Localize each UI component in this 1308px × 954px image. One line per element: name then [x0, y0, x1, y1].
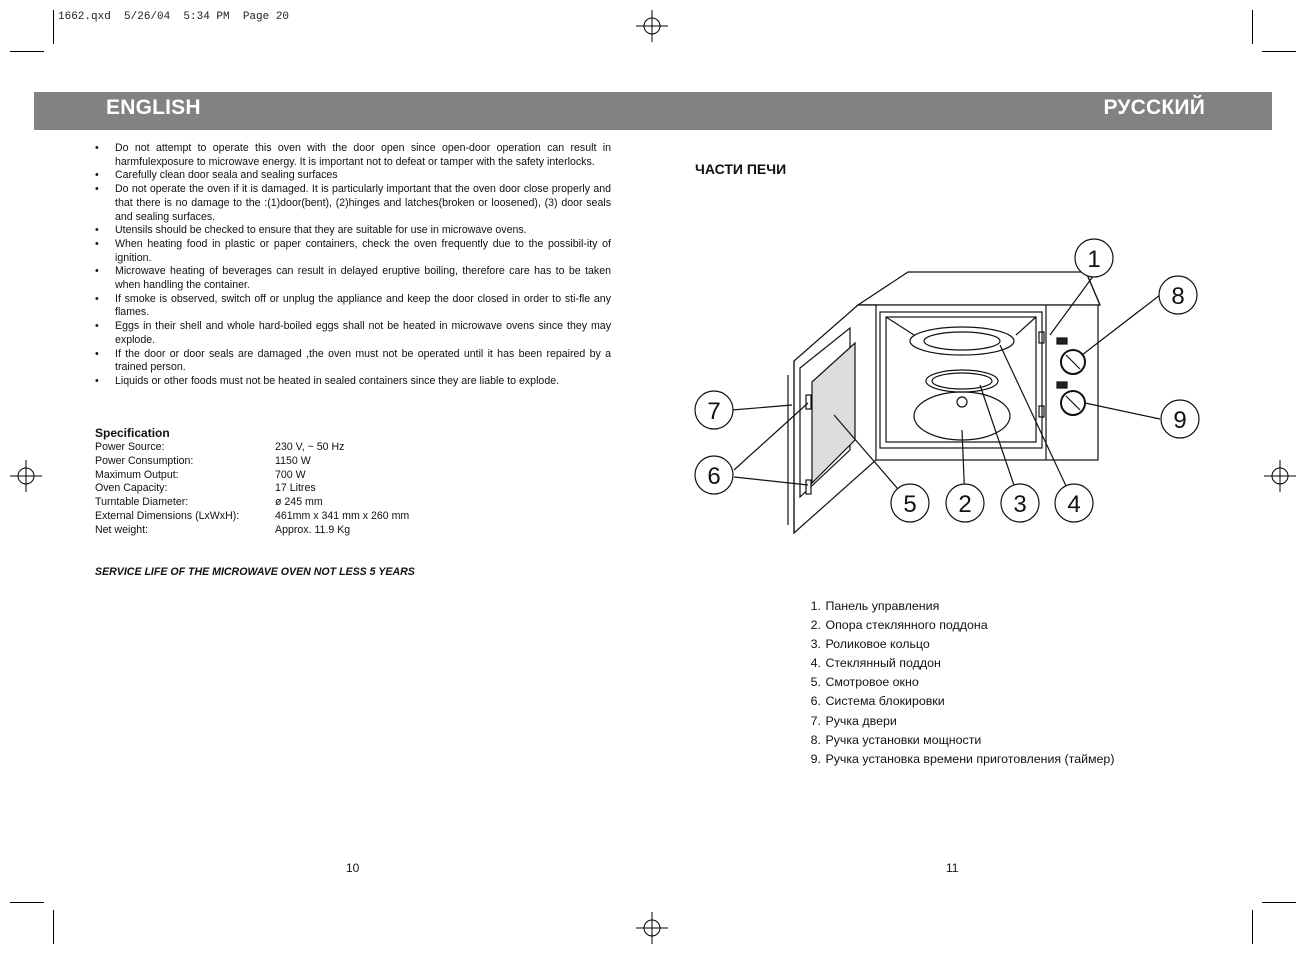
oven-top-panel — [858, 272, 1100, 305]
list-item: • Liquids or other foods must not be heated in sealed containers since they are liable to explode. — [94, 375, 611, 389]
list-item — [798, 673, 1114, 692]
part-name: Система блокировки — [825, 694, 945, 709]
list-item: • If the door or door seals are damaged ,the oven must not be operated until it has been repaired by a trained person. — [94, 348, 611, 375]
part-name: Смотровое окно — [825, 675, 919, 690]
spec-value: ø 245 mm — [275, 496, 323, 509]
list-item — [798, 635, 1114, 654]
registration-mark-icon — [636, 912, 668, 944]
part-name: Ручка двери — [825, 713, 897, 728]
list-item — [798, 692, 1114, 711]
part-name: Роликовое кольцо — [825, 637, 930, 652]
part-number: 5. — [810, 675, 821, 690]
spec-value: 700 W — [275, 468, 306, 481]
page-number-right: 11 — [946, 861, 959, 875]
part-name: Опора стеклянного поддона — [825, 618, 988, 633]
crop-mark — [1252, 10, 1253, 44]
spec-label: Power Source: — [95, 441, 165, 453]
part-number: 6. — [810, 694, 821, 709]
table-row — [95, 469, 495, 483]
list-item — [798, 597, 1114, 616]
crop-mark — [1252, 910, 1253, 944]
registration-mark-icon — [10, 460, 42, 492]
spec-value: 461mm x 341 mm x 260 mm — [275, 509, 410, 522]
callout-label: 3 — [1013, 491, 1027, 518]
list-item: • Carefully clean door seala and sealing surfaces — [94, 169, 611, 183]
list-item: • If smoke is observed, switch off or unplug the appliance and keep the door closed in order to sti-fle any flames. — [94, 293, 611, 320]
language-title-russian: РУССКИЙ — [1103, 96, 1205, 119]
spec-label: Turntable Diameter: — [95, 496, 189, 509]
callout-label: 9 — [1173, 407, 1187, 434]
list-item — [798, 712, 1114, 731]
crop-mark — [10, 902, 44, 903]
spec-label: Net weight: — [95, 523, 148, 536]
spec-value: 230 V, ~ 50 Hz — [275, 441, 345, 453]
list-item: • Do not attempt to operate this oven with the door open since open-door operation can result in harmfulexposure to microwave energy. It is important not to defeat or tamper with the safety interlocks. — [94, 142, 611, 169]
callout-label: 7 — [707, 398, 721, 425]
callout-label: 1 — [1087, 246, 1101, 273]
spec-value: 17 Litres — [275, 482, 316, 495]
part-number: 3. — [810, 637, 821, 652]
part-number: 2. — [810, 618, 821, 633]
service-life-note: SERVICE LIFE OF THE MICROWAVE OVEN NOT LESS 5 YEARS — [95, 566, 415, 578]
part-number: 9. — [810, 751, 821, 766]
list-item — [798, 654, 1114, 673]
specification-table — [95, 441, 495, 538]
callout-label: 4 — [1067, 491, 1081, 518]
oven-parts-list — [798, 597, 1114, 769]
table-row — [95, 510, 495, 524]
spec-label: External Dimensions (LxWxH): — [95, 509, 240, 522]
list-item — [798, 750, 1114, 769]
table-row — [95, 524, 495, 538]
table-row — [95, 496, 495, 510]
crop-mark — [1262, 902, 1296, 903]
language-header-bar — [34, 92, 1272, 130]
table-row — [95, 455, 495, 469]
safety-warnings-list — [94, 142, 611, 389]
list-item: • When heating food in plastic or paper containers, check the oven frequently due to the possibil-ity of ignition. — [94, 238, 611, 265]
registration-mark-icon — [636, 10, 668, 42]
table-row — [95, 482, 495, 496]
crop-mark — [53, 910, 54, 944]
spec-value: Approx. 11.9 Kg — [275, 523, 351, 536]
list-item: • Microwave heating of beverages can result in delayed eruptive boiling, therefore care has to be taken when handling the container. — [94, 265, 611, 292]
list-item: • Do not operate the oven if it is damaged. It is particularly important that the oven door close properly and that there is no damage to the :(1)door(bent), (2)hinges and latches(broken or loosened), (3) door seals and sealing surfaces. — [94, 183, 611, 224]
crop-mark — [1262, 51, 1296, 52]
callout-label: 2 — [958, 491, 972, 518]
spec-label: Maximum Output: — [95, 468, 179, 481]
spec-label: Power Consumption: — [95, 454, 194, 467]
spec-label: Oven Capacity: — [95, 482, 168, 495]
print-slug-line: 1662.qxd 5/26/04 5:34 PM Page 20 — [58, 11, 290, 23]
part-name: Ручка установки мощности — [825, 732, 982, 747]
part-number: 1. — [810, 599, 821, 613]
part-number: 8. — [810, 732, 821, 747]
list-item — [798, 616, 1114, 635]
microwave-parts-diagram — [690, 235, 1210, 545]
callout-label: 5 — [903, 491, 917, 518]
part-number: 7. — [810, 713, 821, 728]
table-row — [95, 441, 495, 455]
part-number: 4. — [810, 656, 821, 671]
part-name: Ручка установка времени приготовления (таймер) — [825, 751, 1115, 766]
callout-label: 6 — [707, 463, 721, 490]
list-item: • Eggs in their shell and whole hard-boiled eggs shall not be heated in microwave ovens since they may explode. — [94, 320, 611, 347]
language-title-english: ENGLISH — [106, 96, 201, 119]
part-name: Стеклянный поддон — [825, 656, 941, 671]
crop-mark — [53, 10, 54, 44]
spec-value: 1150 W — [275, 454, 311, 467]
callout-label: 8 — [1171, 283, 1185, 310]
registration-mark-icon — [1264, 460, 1296, 492]
page-number-left: 10 — [346, 861, 360, 875]
crop-mark — [10, 51, 44, 52]
specification-heading: Specification — [95, 426, 170, 440]
list-item — [798, 731, 1114, 750]
part-name: Панель управления — [825, 599, 940, 613]
oven-parts-heading: ЧАСТИ ПЕЧИ — [695, 161, 787, 177]
list-item: • Utensils should be checked to ensure that they are suitable for use in microwave ovens. — [94, 224, 611, 238]
